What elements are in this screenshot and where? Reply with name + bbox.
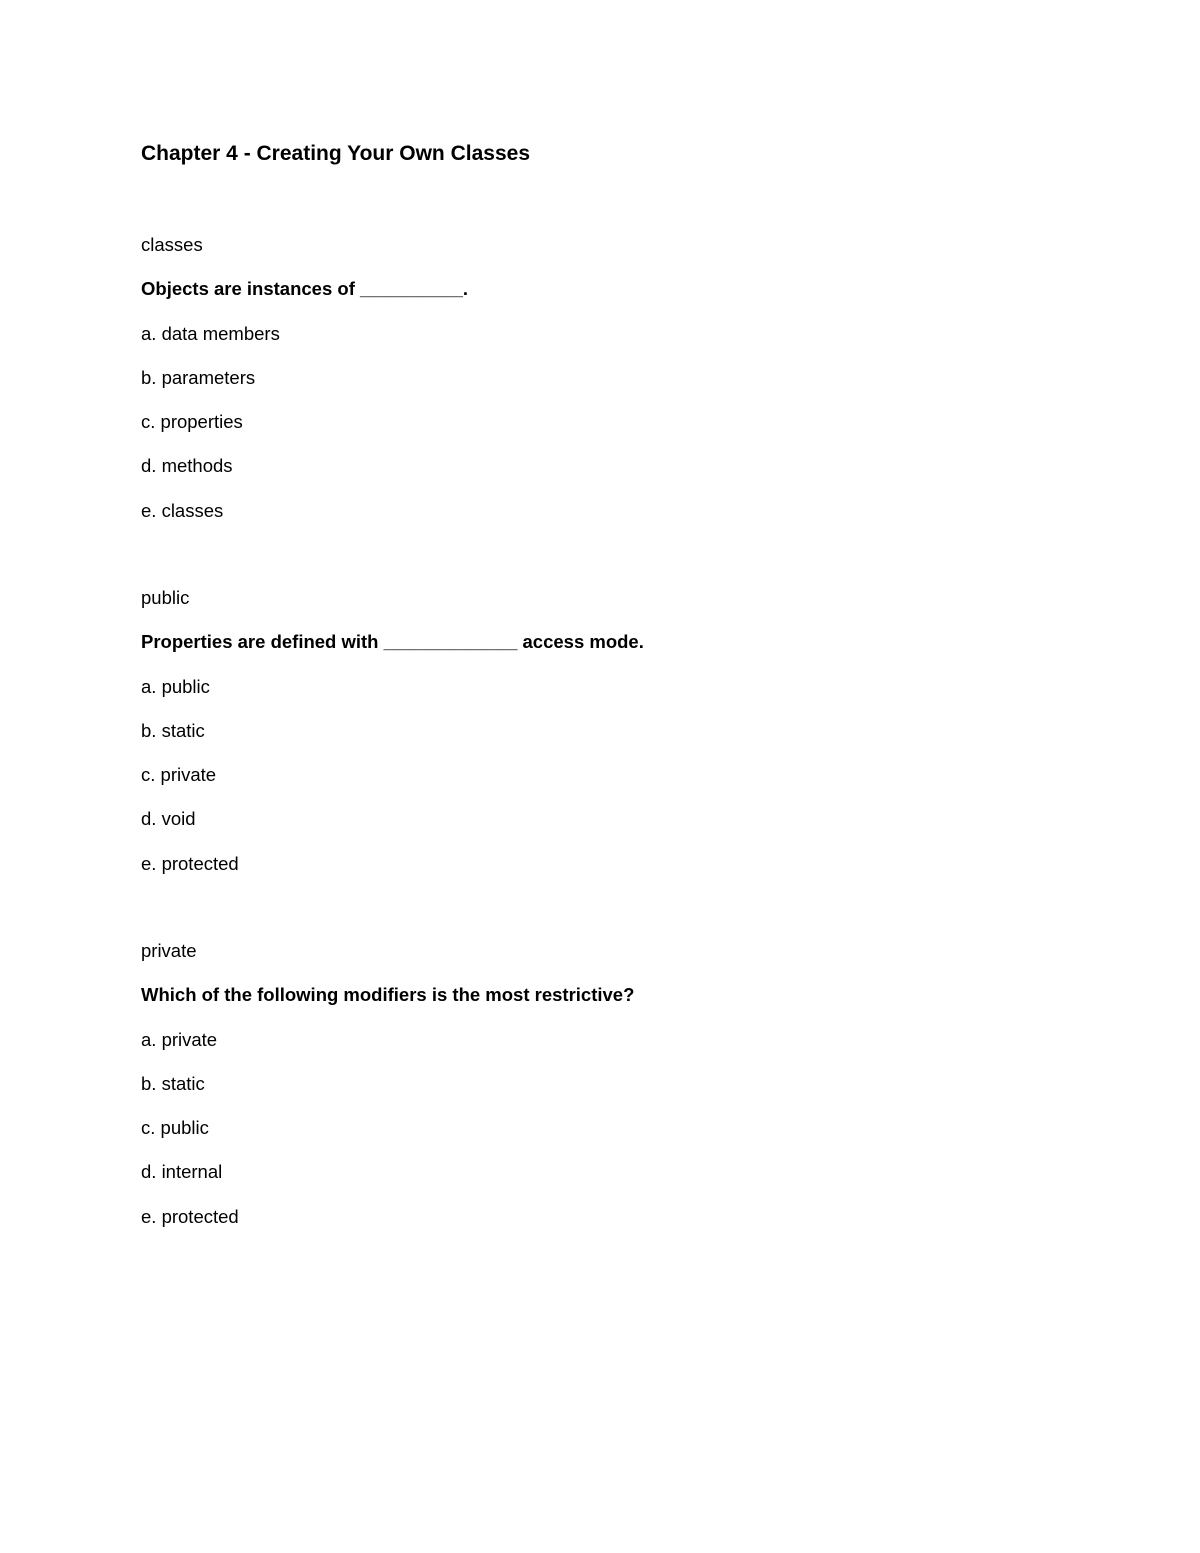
- answer-key: classes: [141, 234, 203, 255]
- answer-option: e. protected: [141, 1206, 239, 1227]
- answer-option: b. static: [141, 1073, 205, 1094]
- answer-option: d. void: [141, 808, 196, 829]
- answer-option: a. public: [141, 676, 210, 697]
- answer-option: e. protected: [141, 853, 239, 874]
- answer-option: c. private: [141, 764, 217, 785]
- answer-option: b. parameters: [141, 367, 256, 388]
- page-title: Chapter 4 - Creating Your Own Classes: [141, 142, 530, 165]
- answer-option: b. static: [141, 720, 205, 741]
- answer-option: e. classes: [141, 500, 224, 521]
- answer-option: c. public: [141, 1117, 209, 1138]
- question-prompt: Objects are instances of __________.: [141, 278, 469, 299]
- answer-option: d. internal: [141, 1161, 223, 1182]
- answer-option: a. private: [141, 1029, 218, 1050]
- answer-option: c. properties: [141, 411, 243, 432]
- answer-key: public: [141, 587, 190, 608]
- answer-option: a. data members: [141, 323, 280, 344]
- question-prompt: Which of the following modifiers is the most restrictive?: [141, 984, 635, 1005]
- answer-option: d. methods: [141, 455, 233, 476]
- question-prompt: Properties are defined with _____________ access mode.: [141, 631, 644, 652]
- answer-key: private: [141, 940, 197, 961]
